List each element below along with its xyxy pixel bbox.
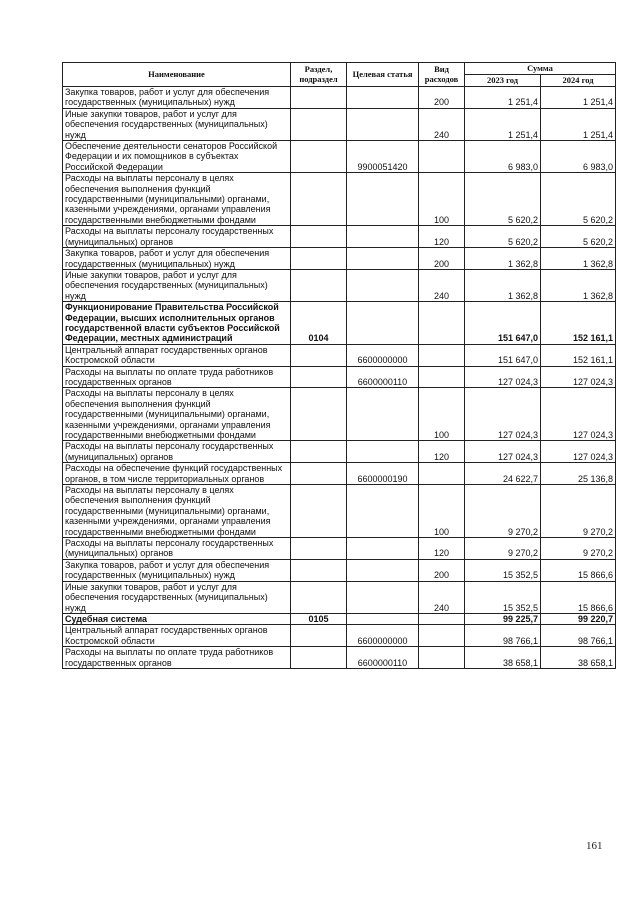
row-sum-2023: 127 024,3: [465, 366, 541, 388]
row-name: Центральный аппарат государственных органов Костромской области: [63, 625, 291, 647]
header-sum: Сумма: [465, 63, 616, 75]
row-section: [291, 625, 347, 647]
table-row: [63, 647, 616, 669]
table-row: [63, 108, 616, 140]
row-target: [347, 613, 419, 624]
table-row: [63, 613, 616, 624]
table-row: [63, 581, 616, 613]
row-section: 0104: [291, 302, 347, 345]
row-name: Расходы на выплаты по оплате труда работников государственных органов: [63, 647, 291, 669]
row-name: Иные закупки товаров, работ и услуг для обеспечения государственных (муниципальных) нужд: [63, 108, 291, 140]
table-row: [63, 302, 616, 345]
row-section: [291, 226, 347, 248]
row-target: [347, 388, 419, 441]
row-target: [347, 108, 419, 140]
row-name: Закупка товаров, работ и услуг для обеспечения государственных (муниципальных) нужд: [63, 248, 291, 270]
row-name: Расходы на выплаты по оплате труда работников государственных органов: [63, 366, 291, 388]
row-target: [347, 302, 419, 345]
row-name: Расходы на выплаты персоналу государственных (муниципальных) органов: [63, 441, 291, 463]
row-section: [291, 559, 347, 581]
row-sum-2024: 9 270,2: [541, 538, 616, 560]
row-sum-2024: 1 362,8: [541, 269, 616, 301]
row-type: [419, 463, 465, 485]
row-section: [291, 248, 347, 270]
row-sum-2024: 99 220,7: [541, 613, 616, 624]
row-section: [291, 581, 347, 613]
row-sum-2024: 127 024,3: [541, 366, 616, 388]
table-row: [63, 269, 616, 301]
row-type: [419, 366, 465, 388]
row-sum-2024: 1 362,8: [541, 248, 616, 270]
row-sum-2024: 127 024,3: [541, 441, 616, 463]
row-section: [291, 647, 347, 669]
row-section: [291, 344, 347, 366]
row-sum-2024: 127 024,3: [541, 388, 616, 441]
page-number: 161: [586, 840, 603, 852]
table-header: [63, 63, 616, 87]
table-row: [63, 226, 616, 248]
row-type: 120: [419, 441, 465, 463]
row-type: 200: [419, 559, 465, 581]
row-target: [347, 173, 419, 226]
row-type: 200: [419, 248, 465, 270]
header-type: Вид расходов: [419, 63, 465, 87]
table-row: [63, 388, 616, 441]
row-target: [347, 485, 419, 538]
row-type: 120: [419, 226, 465, 248]
row-target: [347, 538, 419, 560]
row-type: [419, 344, 465, 366]
row-type: 100: [419, 485, 465, 538]
row-sum-2023: 127 024,3: [465, 388, 541, 441]
row-section: 0105: [291, 613, 347, 624]
row-sum-2024: 15 866,6: [541, 559, 616, 581]
row-sum-2023: 98 766,1: [465, 625, 541, 647]
row-name: Расходы на выплаты персоналу в целях обеспечения выполнения функций государственными (муниципальными) органами, казенными учреждениями, органами управления государственными внебюджетными фондами: [63, 173, 291, 226]
row-sum-2023: 151 647,0: [465, 302, 541, 345]
row-sum-2024: 1 251,4: [541, 87, 616, 109]
row-target: [347, 248, 419, 270]
row-sum-2023: 6 983,0: [465, 141, 541, 173]
row-sum-2024: 9 270,2: [541, 485, 616, 538]
row-section: [291, 441, 347, 463]
table-row: [63, 625, 616, 647]
row-sum-2023: 151 647,0: [465, 344, 541, 366]
table-row: [63, 87, 616, 109]
row-target: 6600000190: [347, 463, 419, 485]
header-year-2023: 2023 год: [465, 75, 541, 87]
row-target: 6600000110: [347, 366, 419, 388]
row-sum-2023: 127 024,3: [465, 441, 541, 463]
row-type: [419, 141, 465, 173]
row-section: [291, 366, 347, 388]
table-row: [63, 441, 616, 463]
table-row: [63, 538, 616, 560]
header-year-2024: 2024 год: [541, 75, 616, 87]
row-sum-2023: 24 622,7: [465, 463, 541, 485]
row-type: [419, 625, 465, 647]
row-type: 240: [419, 581, 465, 613]
row-name: Судебная система: [63, 613, 291, 624]
row-sum-2023: 1 362,8: [465, 248, 541, 270]
row-sum-2023: 9 270,2: [465, 538, 541, 560]
row-name: Расходы на выплаты персоналу государственных (муниципальных) органов: [63, 538, 291, 560]
header-name: Наименование: [63, 63, 291, 87]
row-sum-2023: 9 270,2: [465, 485, 541, 538]
row-sum-2024: 15 866,6: [541, 581, 616, 613]
row-sum-2023: 1 362,8: [465, 269, 541, 301]
row-target: [347, 269, 419, 301]
row-section: [291, 269, 347, 301]
row-name: Расходы на выплаты персоналу в целях обеспечения выполнения функций государственными (муниципальными) органами, казенными учреждениями, органами управления государственными внебюджетными фондами: [63, 485, 291, 538]
table-body: [63, 87, 616, 669]
row-type: 100: [419, 173, 465, 226]
row-type: 120: [419, 538, 465, 560]
row-target: [347, 226, 419, 248]
row-type: [419, 302, 465, 345]
table-row: [63, 463, 616, 485]
row-target: 6600000110: [347, 647, 419, 669]
row-type: 200: [419, 87, 465, 109]
row-sum-2023: 15 352,5: [465, 581, 541, 613]
row-target: [347, 441, 419, 463]
row-type: [419, 613, 465, 624]
row-sum-2023: 5 620,2: [465, 173, 541, 226]
row-name: Иные закупки товаров, работ и услуг для обеспечения государственных (муниципальных) нужд: [63, 269, 291, 301]
row-sum-2023: 38 658,1: [465, 647, 541, 669]
table-row: [63, 248, 616, 270]
table-row: [63, 366, 616, 388]
row-sum-2024: 38 658,1: [541, 647, 616, 669]
row-name: Расходы на обеспечение функций государственных органов, в том числе территориальных органов: [63, 463, 291, 485]
table-row: [63, 141, 616, 173]
table-row: [63, 485, 616, 538]
row-section: [291, 388, 347, 441]
row-target: 6600000000: [347, 625, 419, 647]
row-target: [347, 87, 419, 109]
row-sum-2024: 6 983,0: [541, 141, 616, 173]
row-sum-2024: 5 620,2: [541, 226, 616, 248]
row-name: Обеспечение деятельности сенаторов Российской Федерации и их помощников в субъектах Российской Федерации: [63, 141, 291, 173]
row-target: [347, 559, 419, 581]
row-sum-2023: 15 352,5: [465, 559, 541, 581]
row-sum-2024: 98 766,1: [541, 625, 616, 647]
row-sum-2023: 1 251,4: [465, 108, 541, 140]
row-sum-2023: 1 251,4: [465, 87, 541, 109]
row-name: Закупка товаров, работ и услуг для обеспечения государственных (муниципальных) нужд: [63, 559, 291, 581]
row-section: [291, 538, 347, 560]
row-sum-2024: 152 161,1: [541, 302, 616, 345]
row-section: [291, 485, 347, 538]
row-name: Центральный аппарат государственных органов Костромской области: [63, 344, 291, 366]
row-type: 100: [419, 388, 465, 441]
row-target: 6600000000: [347, 344, 419, 366]
row-sum-2023: 99 225,7: [465, 613, 541, 624]
row-name: Закупка товаров, работ и услуг для обеспечения государственных (муниципальных) нужд: [63, 87, 291, 109]
row-sum-2024: 1 251,4: [541, 108, 616, 140]
row-sum-2024: 5 620,2: [541, 173, 616, 226]
budget-table: [62, 62, 616, 669]
row-type: 240: [419, 108, 465, 140]
row-type: [419, 647, 465, 669]
table-row: [63, 344, 616, 366]
row-name: Расходы на выплаты персоналу в целях обеспечения выполнения функций государственными (муниципальными) органами, казенными учреждениями, органами управления государственными внебюджетными фондами: [63, 388, 291, 441]
row-target: 9900051420: [347, 141, 419, 173]
row-sum-2023: 5 620,2: [465, 226, 541, 248]
row-section: [291, 141, 347, 173]
row-section: [291, 108, 347, 140]
row-name: Иные закупки товаров, работ и услуг для обеспечения государственных (муниципальных) нужд: [63, 581, 291, 613]
table-row: [63, 173, 616, 226]
header-target: Целевая статья: [347, 63, 419, 87]
row-sum-2024: 152 161,1: [541, 344, 616, 366]
table-row: [63, 559, 616, 581]
row-section: [291, 463, 347, 485]
row-name: Расходы на выплаты персоналу государственных (муниципальных) органов: [63, 226, 291, 248]
row-section: [291, 173, 347, 226]
row-sum-2024: 25 136,8: [541, 463, 616, 485]
row-type: 240: [419, 269, 465, 301]
row-name: Функционирование Правительства Российской Федерации, высших исполнительных органов государственной власти субъектов Российской Федерации, местных администраций: [63, 302, 291, 345]
row-target: [347, 581, 419, 613]
header-section: Раздел, подраздел: [291, 63, 347, 87]
row-section: [291, 87, 347, 109]
